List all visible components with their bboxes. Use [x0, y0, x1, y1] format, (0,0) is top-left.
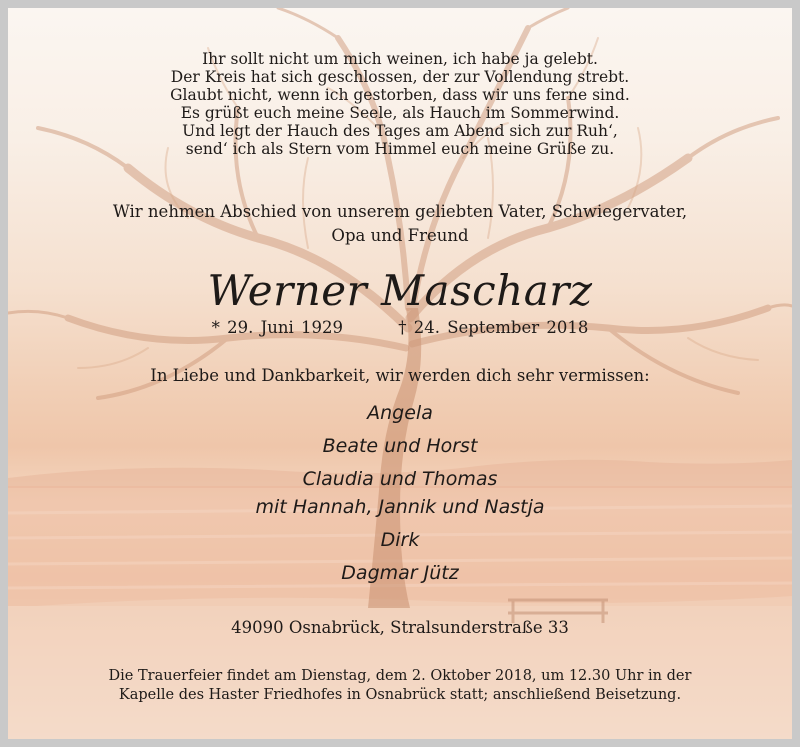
- poem-line: Glaubt nicht, wenn ich gestorben, dass wir uns ferne sind.: [170, 86, 630, 104]
- notice-text: [8, 8, 792, 739]
- farewell-intro-line: Wir nehmen Abschied von unserem geliebten Vater, Schwiegervater,: [112, 202, 688, 221]
- poem-line: send‘ ich als Stern vom Himmel euch meine Grüße zu.: [185, 140, 615, 158]
- gratitude-line: In Liebe und Dankbarkeit, wir werden dich sehr vermissen:: [150, 366, 650, 385]
- poem-line: Ihr sollt nicht um mich weinen, ich habe ja gelebt.: [202, 50, 598, 68]
- farewell-intro-line: Opa und Freund: [331, 226, 469, 245]
- life-dates: [8, 316, 792, 340]
- mourner-name: mit Hannah, Jannik und Nastja: [255, 496, 545, 518]
- obituary-notice: [8, 8, 792, 739]
- funeral-info-line: Kapelle des Haster Friedhofes in Osnabrück statt; anschließend Beisetzung.: [118, 687, 682, 703]
- funeral-info-line: Die Trauerfeier findet am Dienstag, dem 2. Oktober 2018, um 12.30 Uhr in der: [108, 668, 692, 684]
- poem-line: Der Kreis hat sich geschlossen, der zur Vollendung strebt.: [170, 68, 630, 86]
- poem: [8, 50, 792, 158]
- mourner-name: Angela: [367, 402, 433, 424]
- funeral-info: [8, 667, 792, 705]
- mourner-name: Dirk: [380, 529, 420, 551]
- poem-line: Und legt der Hauch des Tages am Abend sich zur Ruh‘,: [182, 122, 618, 140]
- poem-line: Es grüßt euch meine Seele, als Hauch im Sommerwind.: [180, 104, 620, 122]
- mourner-name: Claudia und Thomas: [302, 468, 498, 490]
- death-date: † 24. September 2018: [398, 318, 589, 337]
- deceased-name: Werner Mascharz: [207, 266, 593, 315]
- mourner-name: Dagmar Jütz: [341, 562, 459, 584]
- birth-date: * 29. Juni 1929: [211, 318, 343, 337]
- address: 49090 Osnabrück, Stralsunderstraße 33: [231, 618, 569, 637]
- farewell-intro: [8, 200, 792, 248]
- mourner-name: Beate und Horst: [322, 435, 478, 457]
